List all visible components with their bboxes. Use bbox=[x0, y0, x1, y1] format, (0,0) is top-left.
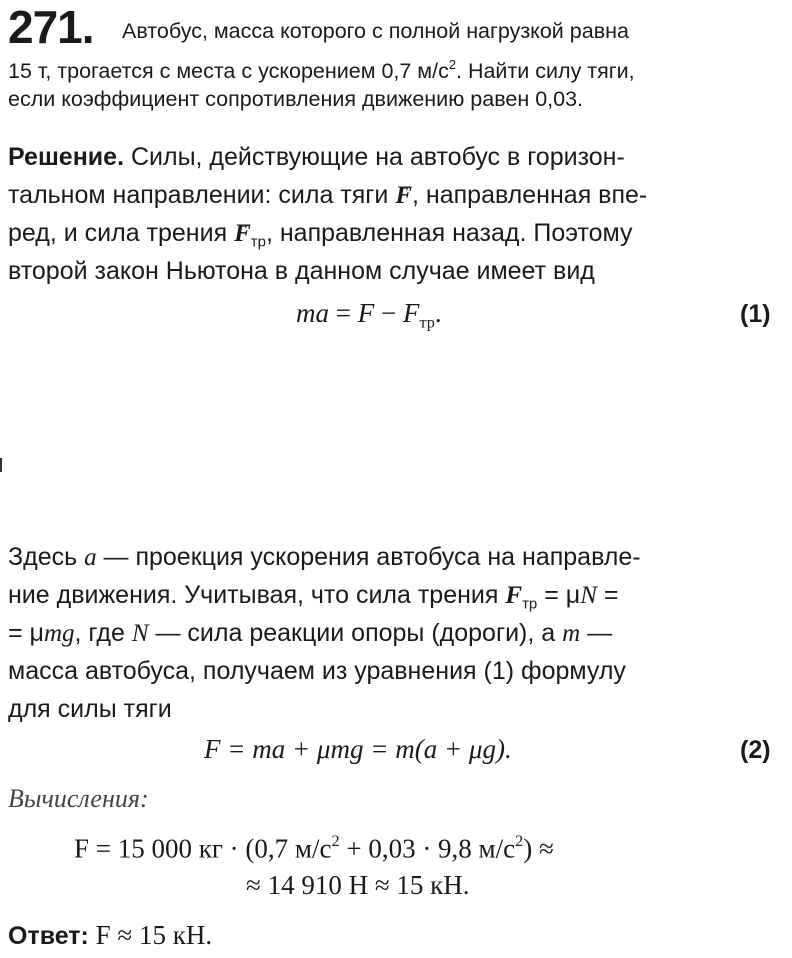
equation-1-number: (1) bbox=[740, 300, 771, 328]
answer-line: Ответ: F ≈ 15 кН. bbox=[8, 920, 213, 950]
solution-line-3: ред, и сила трения → $F_{тр}$, направленная назад. Поэтому bbox=[8, 214, 633, 261]
calc-line-2: ≈ 14 910 Н ≈ 15 кН. bbox=[246, 870, 470, 900]
calc-line-1: F = 15 000 кг · (0,7 $м/с^2 + 0,03 \cdot 9,8$ $м/с^2$) ≈ bbox=[74, 832, 554, 864]
equation-2: F = ma + μmg = m(a + μg). bbox=[204, 734, 512, 764]
explanation-line-3: = μmg, где N — сила реакции опоры (дороги), а m — bbox=[8, 619, 613, 647]
margin-mark bbox=[0, 458, 2, 472]
solution-line-2: тальном направлении: сила тяги → F, направленная впе- bbox=[8, 176, 647, 215]
solution-heading: Решение. bbox=[8, 143, 125, 171]
calc-heading: Вычисления: bbox=[8, 784, 149, 813]
task-number: 271. bbox=[8, 1, 94, 53]
solution-line-1: Решение. Силы, действующие на автобус в горизон- bbox=[8, 143, 625, 171]
answer-label: Ответ: bbox=[8, 922, 89, 950]
explanation-line-2: ние движения. Учитывая, что сила трения $F_{тр} = \mu N$ = bbox=[8, 581, 619, 613]
explanation-line-5: для силы тяги bbox=[8, 695, 172, 723]
explanation-line-1: Здесь a — проекция ускорения автобуса на направле- bbox=[8, 543, 641, 571]
equation-1: ma = $F - F_{тр}$. bbox=[296, 298, 442, 332]
problem-line-1: Автобус, масса которого с полной нагрузкой равна bbox=[122, 19, 629, 43]
explanation-line-4: масса автобуса, получаем из уравнения (1) формулу bbox=[8, 657, 626, 685]
problem-line-3: если коэффициент сопротивления движению равен 0,03. bbox=[8, 87, 584, 111]
problem-line-2: 15 т, трогается с места с ускорением 0,7 $м/с^2$. Найти силу тяги, bbox=[8, 57, 635, 84]
equation-2-number: (2) bbox=[740, 736, 771, 764]
solution-line-4: второй закон Ньютона в данном случае имеет вид bbox=[8, 257, 595, 285]
